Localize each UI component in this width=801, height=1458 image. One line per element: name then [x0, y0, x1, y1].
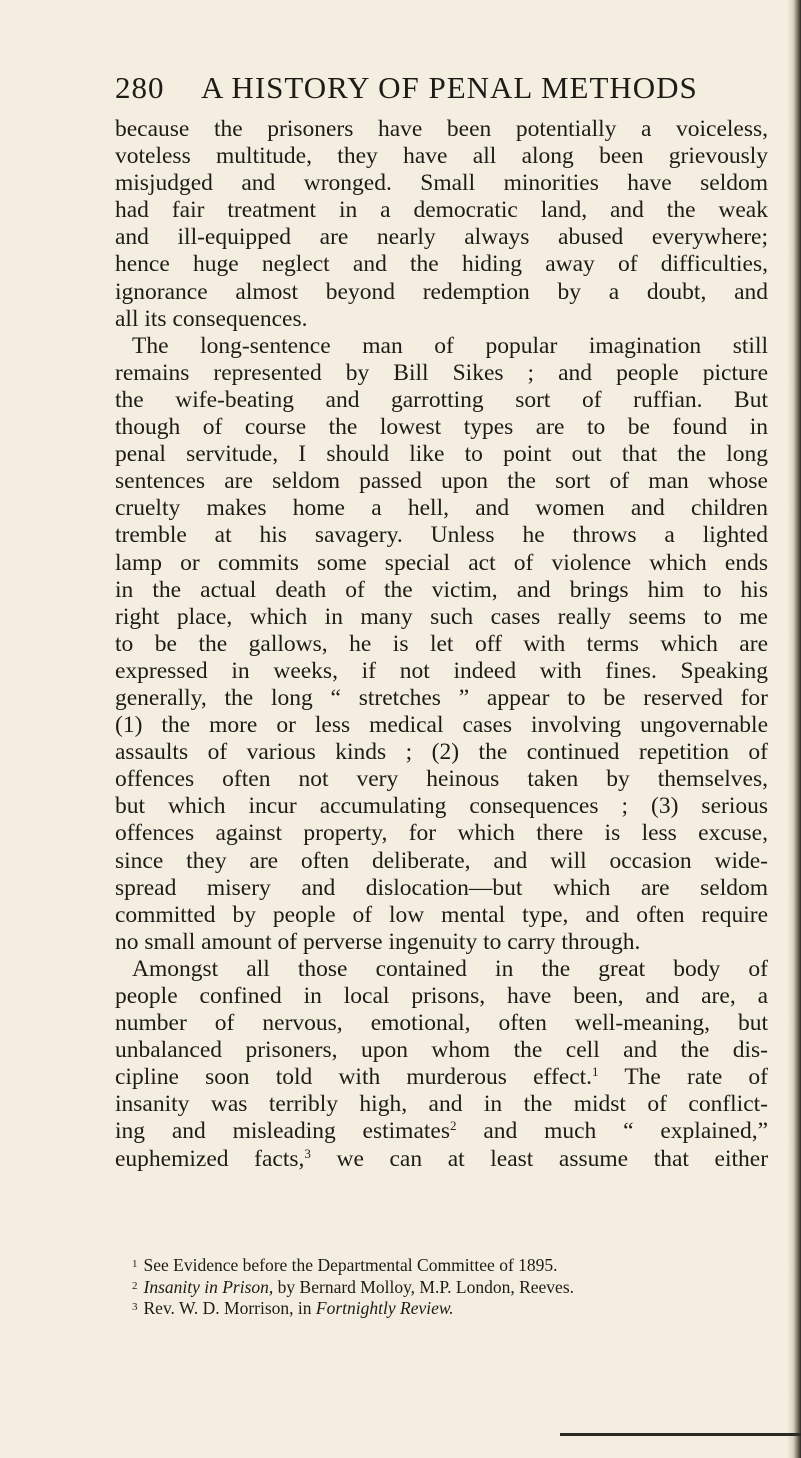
footnote-ref: 3: [304, 1145, 311, 1161]
footnote-title: Insanity in Prison,: [143, 1276, 274, 1297]
text-line: spread misery and dislocation—but which are seldom: [115, 874, 768, 901]
text-line: had fair treatment in a democratic land, and the weak: [115, 197, 768, 224]
footnote-ref: 1: [592, 1064, 599, 1080]
text-segment: The rate of: [624, 1064, 769, 1091]
text-line: sentences are seldom passed upon the sort of man whose: [115, 468, 768, 495]
text-line: offences against property, for which there is less excuse,: [115, 820, 768, 847]
text-line: ignorance almost beyond redemption by a doubt, and: [115, 278, 768, 305]
text-line: but which incur accumulating consequences ; (3) serious: [115, 793, 768, 820]
text-segment: ing and misleading estimates: [115, 1118, 450, 1145]
page-edge-shadow: [787, 0, 801, 1458]
text-line: [115, 1064, 768, 1091]
text-line: (1) the more or less medical cases involving ungovernable: [115, 712, 768, 739]
text-line: generally, the long “ stretches ” appear to be reserved for: [115, 684, 768, 711]
footnote-text: See Evidence before the Departmental Committee of 1895.: [143, 1255, 558, 1275]
text-line: expressed in weeks, if not indeed with fines. Speaking: [115, 657, 768, 684]
text-line: unbalanced prisoners, upon whom the cell and the dis-: [115, 1037, 768, 1064]
text-line: The long-sentence man of popular imagination still: [132, 332, 768, 359]
footnote-number: 2: [132, 1279, 138, 1292]
text-line: hence huge neglect and the hiding away of difficulties,: [115, 251, 768, 278]
text-line: committed by people of low mental type, and often require: [115, 901, 768, 928]
text-line: the wife-beating and garrotting sort of ruffian. But: [115, 386, 768, 413]
footnote-ref: 2: [450, 1118, 457, 1134]
text-line: lamp or commits some special act of violence which ends: [115, 549, 768, 576]
text-line: to be the gallows, he is let off with terms which are: [115, 630, 768, 657]
text-line: cruelty makes home a hell, and women and children: [115, 495, 768, 522]
footnote-number: 3: [132, 1301, 138, 1313]
text-line: no small amount of perverse ingenuity to carry through.: [115, 928, 641, 955]
text-line: right place, which in many such cases really seems to me: [115, 603, 768, 630]
footnotes: [115, 1254, 768, 1319]
text-line: all its consequences.: [115, 305, 308, 332]
text-line: assaults of various kinds ; (2) the continued repetition of: [115, 739, 768, 766]
body-text: [115, 116, 768, 1173]
text-line: offences often not very heinous taken by themselves,: [115, 766, 768, 793]
text-segment: cipline soon told with murderous effect.: [115, 1064, 593, 1091]
text-segment: we can at least assume that either: [336, 1145, 769, 1172]
running-head: A HISTORY OF PENAL METHODS: [201, 70, 698, 105]
footnote-title: Fortnightly Review.: [315, 1298, 454, 1318]
page-edge-line: [560, 1433, 801, 1436]
text-line: penal servitude, I should like to point out that the long: [115, 441, 768, 468]
text-line: number of nervous, emotional, often well-meaning, but: [115, 1010, 768, 1037]
footnote-number: 1: [132, 1258, 138, 1270]
text-segment: and much “ explained,”: [483, 1118, 769, 1145]
footnote: [115, 1254, 768, 1276]
text-line: voteless multitude, they have all along been grievously: [115, 143, 768, 170]
text-line: in the actual death of the victim, and brings him to his: [115, 576, 768, 603]
text-line: insanity was terribly high, and in the midst of conflict-: [115, 1091, 768, 1118]
text-line: and ill-equipped are nearly always abused everywhere;: [115, 224, 768, 251]
page-number: 280: [115, 70, 165, 105]
text-line: though of course the lowest types are to be found in: [115, 414, 768, 441]
text-line: misjudged and wronged. Small minorities have seldom: [115, 170, 768, 197]
text-line: Amongst all those contained in the great body of: [132, 955, 768, 982]
text-line: remains represented by Bill Sikes ; and people picture: [115, 359, 768, 386]
footnote-text: by Bernard Molloy, M.P. London, Reeves.: [273, 1276, 575, 1297]
text-line: since they are often deliberate, and will occasion wide-: [115, 847, 768, 874]
text-line: [115, 1146, 768, 1173]
footnote: [115, 1276, 768, 1298]
text-line: tremble at his savagery. Unless he throws a lighted: [115, 522, 768, 549]
text-line: [115, 1118, 768, 1145]
text-segment: euphemized facts,: [115, 1145, 305, 1172]
text-line: because the prisoners have been potentially a voiceless,: [115, 116, 768, 142]
footnote-text: Rev. W. D. Morrison, in: [143, 1298, 316, 1318]
footnote: [115, 1297, 768, 1319]
page-header: [115, 70, 755, 114]
text-line: people confined in local prisons, have been, and are, a: [115, 983, 768, 1009]
